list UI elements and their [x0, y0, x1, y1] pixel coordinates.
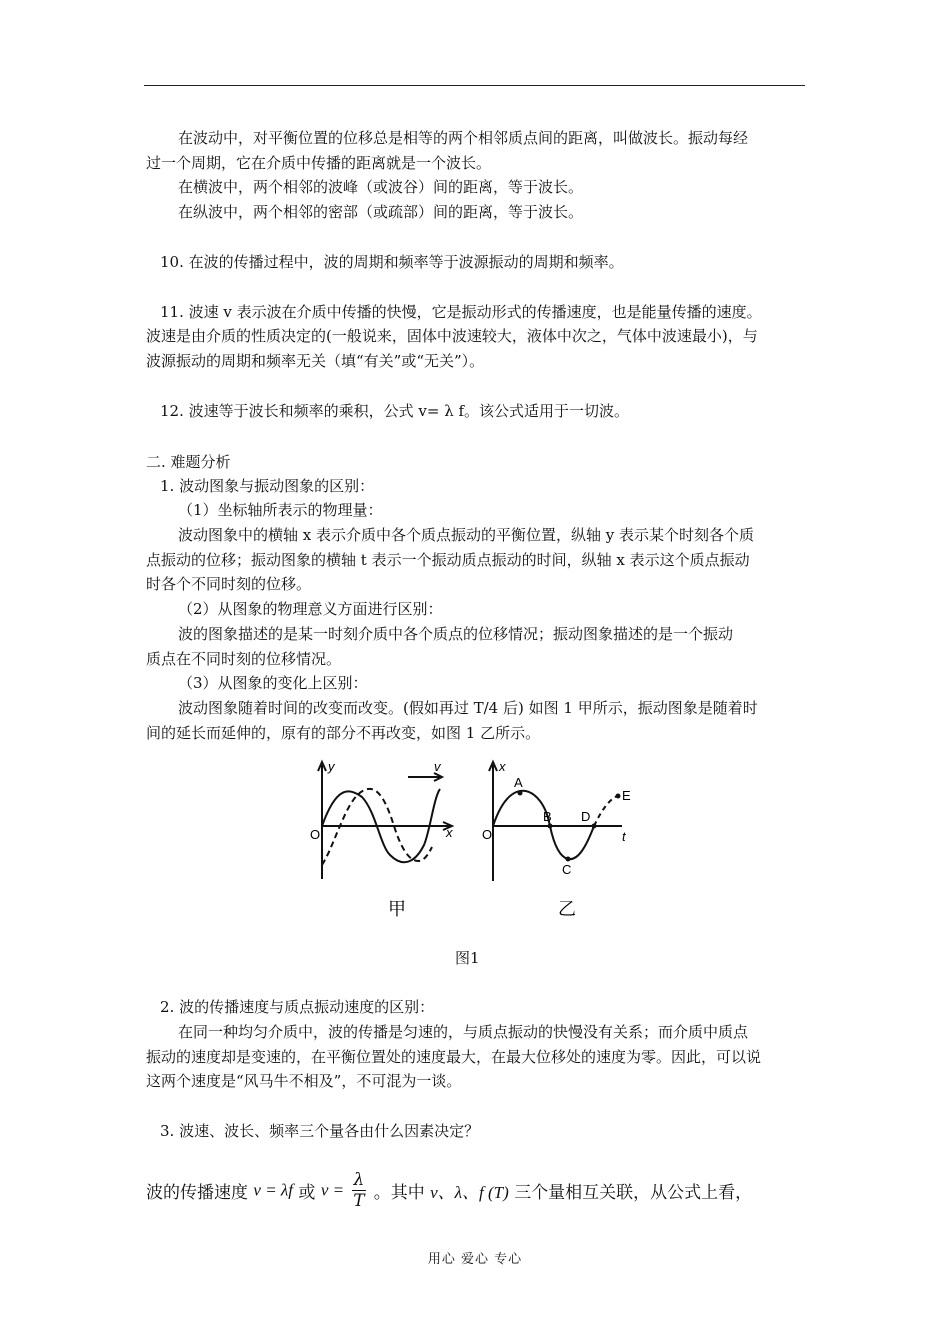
question-1-sub1-line3: 时各个不同时刻的位移。 [146, 575, 312, 593]
yi-origin-label: O [482, 827, 493, 842]
jia-velocity-label: v [434, 759, 441, 774]
point-e [616, 794, 621, 799]
paragraph-wavelength-line1: 在波动中，对平衡位置的位移总是相等的两个相邻质点间的距离，叫做波长。振动每经 [178, 129, 749, 147]
yi-label: 乙 [558, 899, 576, 919]
label-d: D [581, 809, 591, 824]
label-c: C [562, 862, 572, 877]
item-11-line1: 11. 波速 v 表示波在介质中传播的快慢，它是振动形式的传播速度，也是能量传播的速度。 [160, 303, 762, 321]
item-11-line3: 波源振动的周期和频率无关（填“有关”或“无关”）。 [146, 352, 485, 370]
jia-x-label: x [446, 825, 453, 840]
yi-t-label: t [622, 829, 626, 844]
figure-yi [489, 762, 622, 881]
formula-suffix: 。其中 [373, 1183, 425, 1203]
question-1-sub2-line1: 波的图象描述的是某一时刻介质中各个质点的位移情况；振动图象描述的是一个振动 [178, 625, 734, 643]
formula-eq2-lhs: v = [320, 1180, 345, 1200]
jia-origin-label: O [310, 827, 321, 842]
question-2-line2: 振动的速度却是变速的，在平衡位置处的速度最大，在最大位移处的速度为零。因此，可以说 [146, 1048, 762, 1066]
question-2-line1: 在同一种均匀介质中，波的传播是匀速的，与质点振动的快慢没有关系；而介质中质点 [178, 1023, 749, 1041]
figure-caption: 图1 [455, 949, 480, 967]
question-1: 1. 波动图象与振动图象的区别： [160, 477, 375, 495]
question-1-sub3-line1: 波动图象随着时间的改变而改变。(假如再过 T/4 后) 如图 1 甲所示，振动图象是随着时 [178, 699, 758, 717]
formula-fraction [352, 1170, 367, 1211]
question-1-sub1: （1）坐标轴所表示的物理量： [178, 501, 383, 519]
yi-x-label: x [499, 759, 506, 774]
figure-1 [300, 757, 660, 927]
jia-y-label: y [328, 759, 335, 774]
yi-wave-solid [493, 791, 594, 859]
item-11-line2: 波速是由介质的性质决定的(一般说来，固体中波速较大，液体中次之，气体中波速最小)，与 [146, 327, 758, 345]
formula-or: 或 [298, 1183, 316, 1203]
point-a [518, 791, 523, 796]
paragraph-wavelength-line2: 过一个周期，它在介质中传播的距离就是一个波长。 [146, 154, 492, 172]
formula-vars: v、λ、f (T) [430, 1183, 509, 1202]
yi-wave-dashed [594, 795, 622, 826]
label-a: A [514, 775, 523, 790]
label-b: B [543, 809, 552, 824]
fraction-denominator: T [353, 1191, 365, 1211]
wave-speed-formula [146, 1170, 752, 1220]
question-1-sub3: （3）从图象的变化上区别： [178, 674, 368, 692]
formula-prefix: 波的传播速度 [146, 1183, 248, 1203]
point-d [592, 824, 597, 829]
question-3: 3. 波速、波长、频率三个量各由什么因素决定？ [160, 1122, 480, 1140]
label-e: E [622, 788, 631, 803]
paragraph-transverse: 在横波中，两个相邻的波峰（或波谷）间的距离，等于波长。 [178, 178, 584, 196]
formula-tail: 三个量相互关联，从公式上看， [514, 1183, 753, 1203]
section-heading: 二. 难题分析 [146, 453, 231, 471]
formula-eq1: v = λf [253, 1180, 294, 1200]
question-1-sub3-line2: 间的延长而延伸的，原有的部分不再改变，如图 1 乙所示。 [146, 724, 541, 742]
jia-label: 甲 [388, 899, 406, 919]
paragraph-longitudinal: 在纵波中，两个相邻的密部（或疏部）间的距离，等于波长。 [178, 203, 584, 221]
question-2: 2. 波的传播速度与质点振动速度的区别： [160, 998, 435, 1016]
point-b [548, 824, 553, 829]
item-10: 10. 在波的传播过程中，波的周期和频率等于波源振动的周期和频率。 [160, 253, 624, 271]
fraction-numerator: λ [353, 1170, 365, 1190]
point-c [566, 857, 571, 862]
page-footer: 用心 爱心 专心 [427, 1252, 523, 1267]
header-rule [144, 85, 805, 86]
question-1-sub2: （2）从图象的物理意义方面进行区别： [178, 600, 443, 618]
question-1-sub2-line2: 质点在不同时刻的位移情况。 [146, 650, 342, 668]
figure-jia [318, 762, 452, 879]
question-2-line3: 这两个速度是“风马牛不相及”，不可混为一谈。 [146, 1072, 462, 1090]
question-1-sub1-line1: 波动图象中的横轴 x 表示介质中各个质点振动的平衡位置，纵轴 y 表示某个时刻各个质 [178, 526, 755, 544]
question-1-sub1-line2: 点振动的位移；振动图象的横轴 t 表示一个振动质点振动的时间，纵轴 x 表示这个质点振动 [146, 551, 750, 569]
item-12: 12. 波速等于波长和频率的乘积，公式 v= λ f。该公式适用于一切波。 [160, 402, 630, 420]
